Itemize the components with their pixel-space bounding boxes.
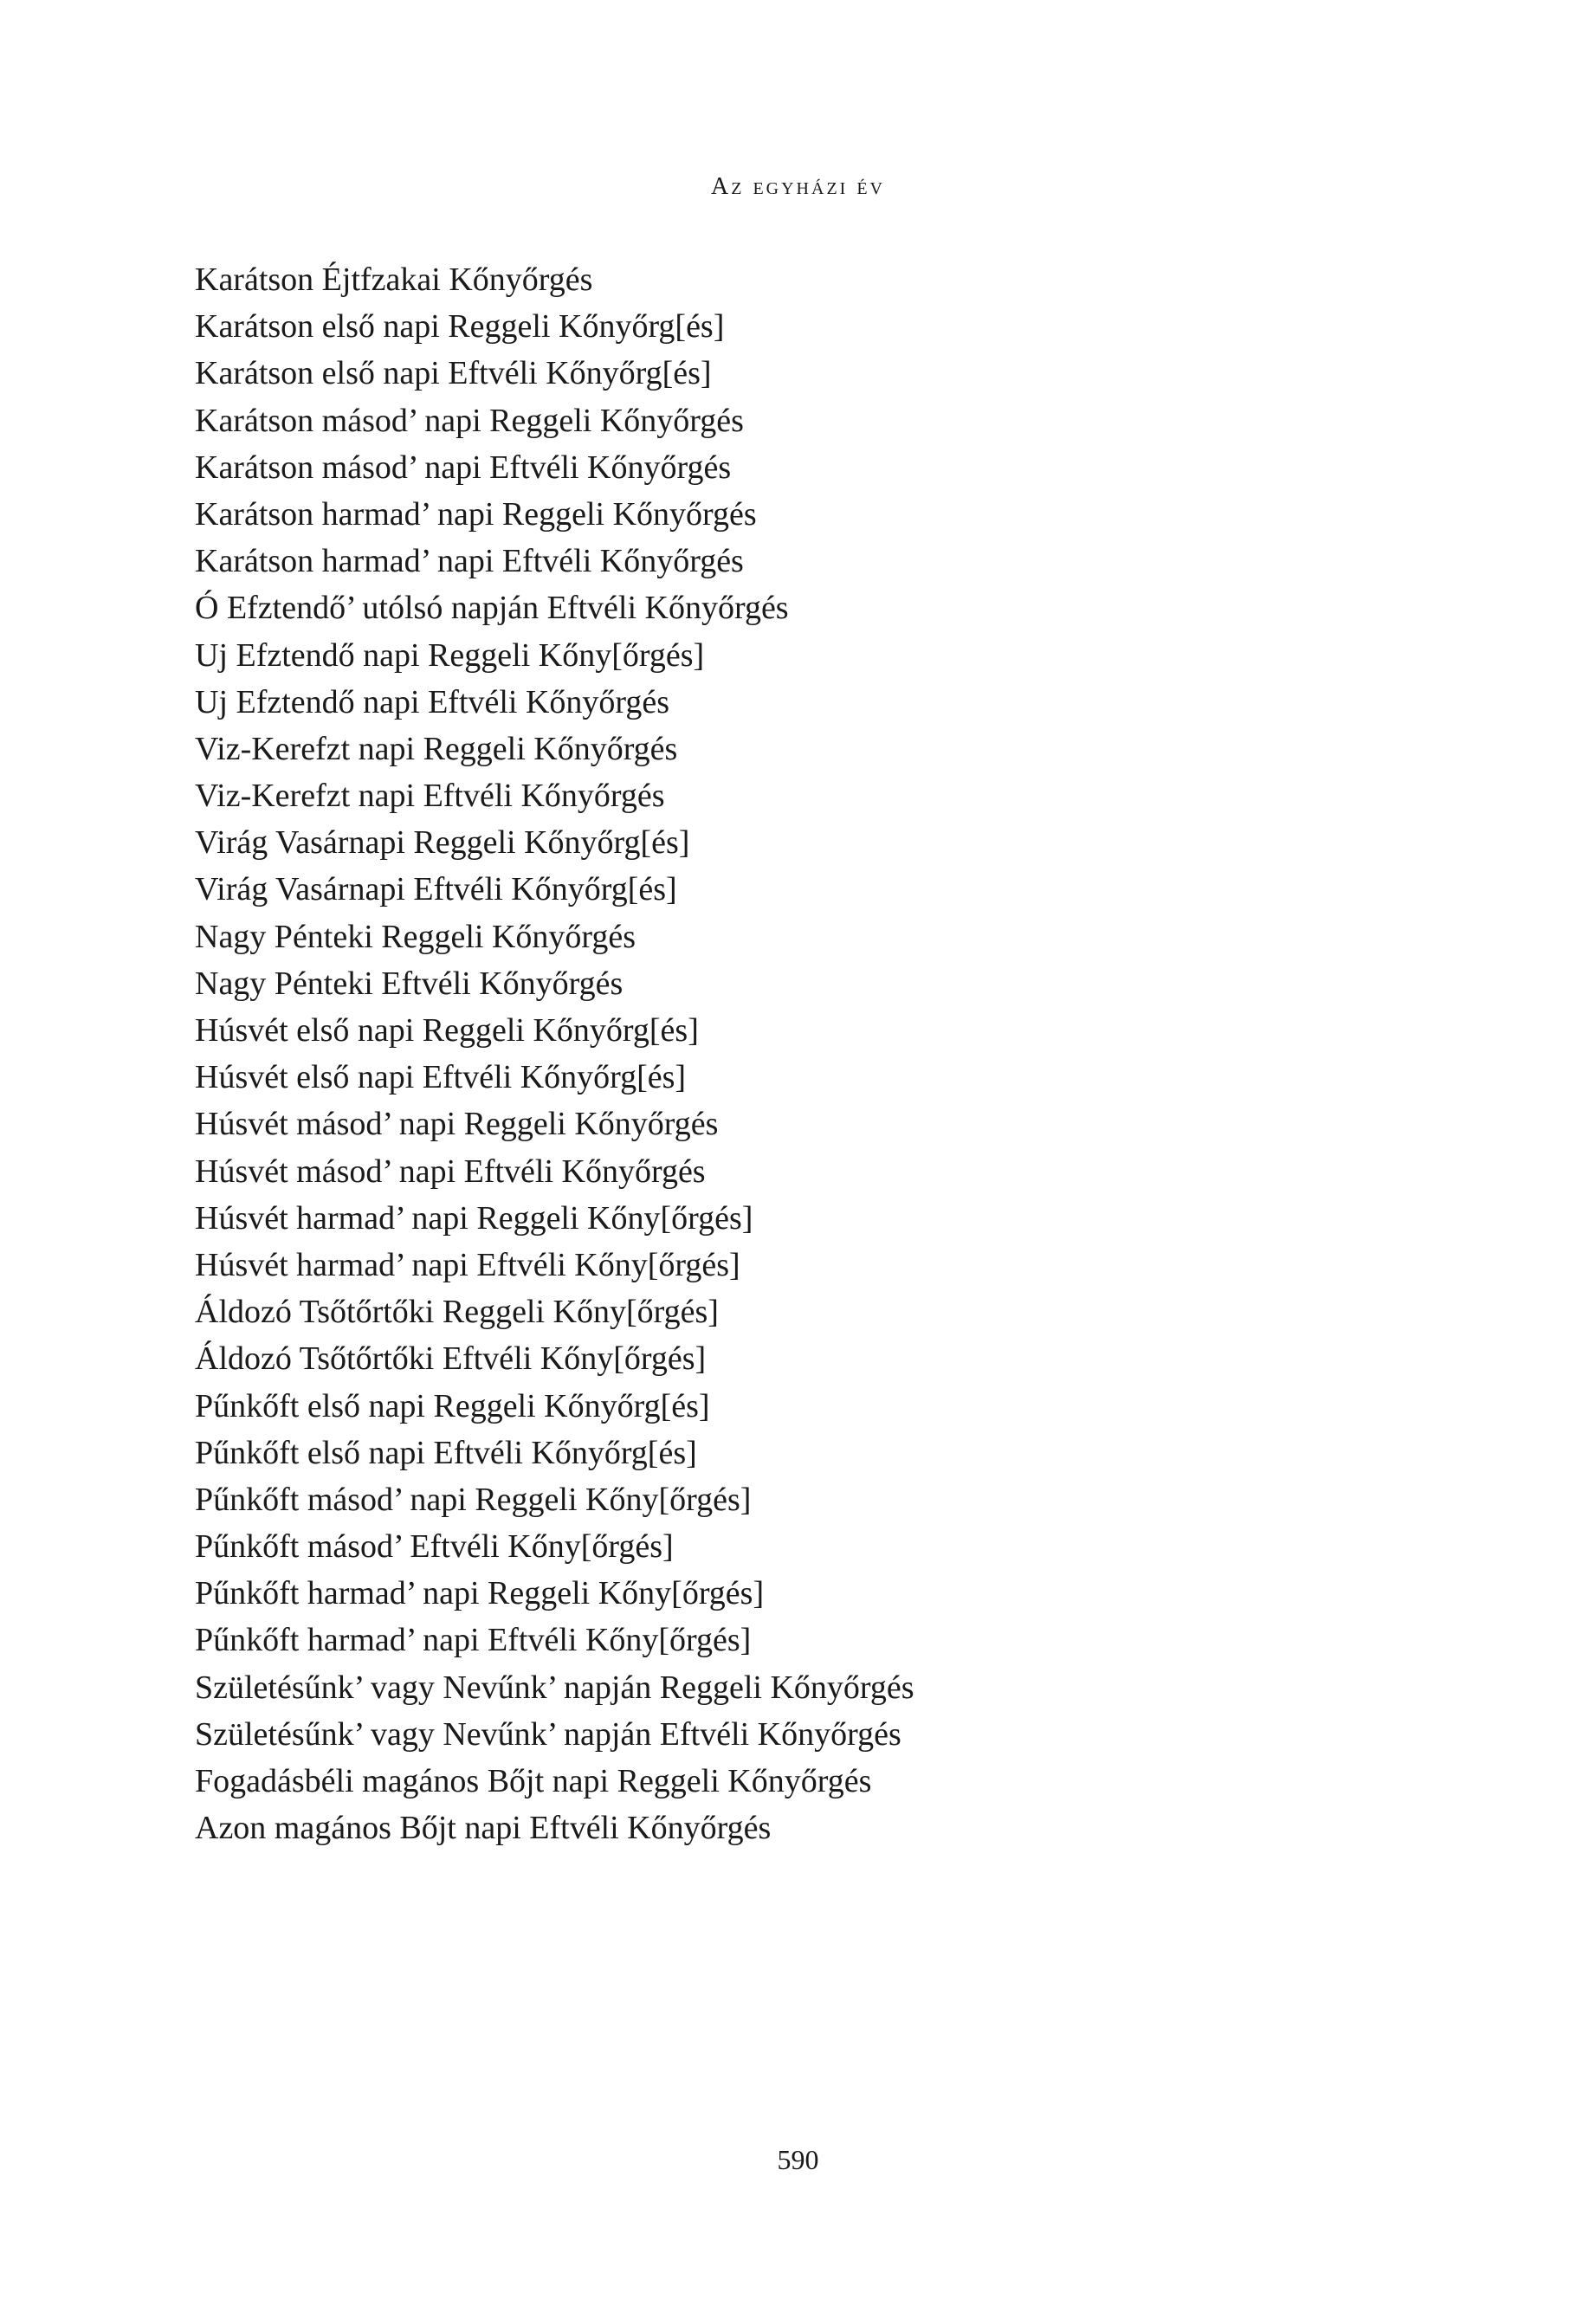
list-item: Viz-Kerefzt napi Eftvéli Kőnyőrgés: [195, 778, 665, 815]
page-number: 590: [777, 2144, 819, 2175]
list-item: Húsvét másod’ napi Eftvéli Kőnyőrgés: [195, 1153, 706, 1190]
list-item: Karátson első napi Reggeli Kőnyőrg[és]: [195, 308, 725, 346]
list-item: Karátson első napi Eftvéli Kőnyőrg[és]: [195, 355, 712, 392]
list-item: Karátson másod’ napi Reggeli Kőnyőrgés: [195, 402, 744, 439]
list-item: Azon magános Bőjt napi Eftvéli Kőnyőrgés: [195, 1810, 772, 1847]
list-item: Karátson Éjtfzakai Kőnyőrgés: [195, 262, 593, 298]
list-item: Ó Efztendő’ utólsó napján Eftvéli Kőnyőrgés: [195, 590, 789, 627]
list-item: Pűnkőft első napi Eftvéli Kőnyőrg[és]: [195, 1434, 697, 1471]
list-item: Húsvét harmad’ napi Eftvéli Kőny[őrgés]: [195, 1246, 740, 1283]
list-item: Születésűnk’ vagy Nevűnk’ napján Reggeli Kőnyőrgés: [195, 1669, 914, 1706]
list-item: Viz-Kerefzt napi Reggeli Kőnyőrgés: [195, 730, 678, 767]
list-item: Születésűnk’ vagy Nevűnk’ napján Eftvéli Kőnyőrgés: [195, 1715, 901, 1753]
list-item: Karátson harmad’ napi Reggeli Kőnyőrgés: [195, 495, 757, 533]
list-item: Virág Vasárnapi Reggeli Kőnyőrg[és]: [195, 824, 690, 862]
list-item: Húsvét harmad’ napi Reggeli Kőny[őrgés]: [195, 1199, 753, 1237]
list-item: Uj Efztendő napi Reggeli Kőny[őrgés]: [195, 636, 705, 674]
list-item: Húsvét első napi Eftvéli Kőnyőrg[és]: [195, 1059, 687, 1096]
list-item: Fogadásbéli magános Bőjt napi Reggeli Kőnyőrgés: [195, 1763, 872, 1799]
list-item: Pűnkőft másod’ Eftvéli Kőny[őrgés]: [195, 1528, 674, 1566]
list-item: Áldozó Tsőtőrtőki Reggeli Kőny[őrgés]: [195, 1294, 719, 1331]
list-item: Áldozó Tsőtőrtőki Eftvéli Kőny[őrgés]: [195, 1340, 707, 1378]
list-item: Nagy Pénteki Reggeli Kőnyőrgés: [195, 918, 636, 955]
list-item: Húsvét első napi Reggeli Kőnyőrg[és]: [195, 1012, 699, 1049]
list-item: Virág Vasárnapi Eftvéli Kőnyőrg[és]: [195, 871, 677, 908]
list-item: Pűnkőft harmad’ napi Reggeli Kőny[őrgés]: [195, 1575, 765, 1612]
list-item: Pűnkőft másod’ napi Reggeli Kőny[őrgés]: [195, 1481, 752, 1518]
list-item: Karátson másod’ napi Eftvéli Kőnyőrgés: [195, 449, 732, 486]
running-head: Az egyházi év: [711, 173, 885, 200]
list-item: Pűnkőft harmad’ napi Eftvéli Kőny[őrgés]: [195, 1622, 752, 1659]
list-item: Uj Efztendő napi Eftvéli Kőnyőrgés: [195, 683, 670, 720]
list-item: Húsvét másod’ napi Reggeli Kőnyőrgés: [195, 1106, 719, 1143]
list-item: Pűnkőft első napi Reggeli Kőnyőrg[és]: [195, 1387, 710, 1424]
list-item: Karátson harmad’ napi Eftvéli Kőnyőrgés: [195, 543, 744, 580]
prayer-list: [195, 256, 1451, 1851]
list-item: Nagy Pénteki Eftvéli Kőnyőrgés: [195, 965, 624, 1002]
